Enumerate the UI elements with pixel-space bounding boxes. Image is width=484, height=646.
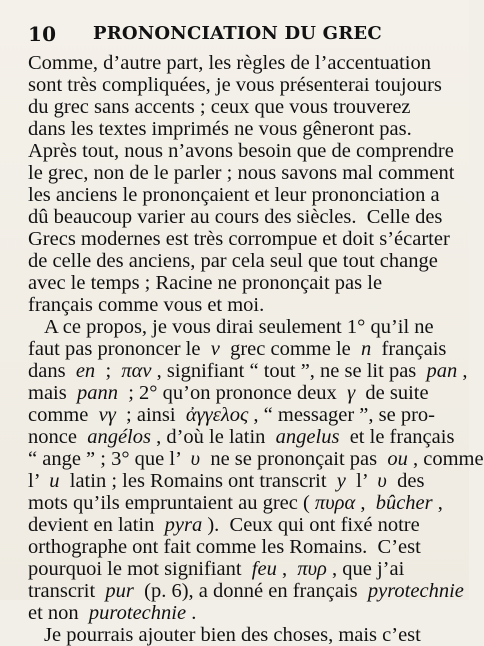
text-line xyxy=(28,162,455,184)
text-span: de suite xyxy=(360,382,429,404)
text-span: ν xyxy=(210,338,220,360)
text-span: feu xyxy=(251,558,277,580)
text-span: , xyxy=(281,558,293,580)
text-line xyxy=(28,580,464,602)
text-span: , que j’ai xyxy=(331,558,405,580)
text-span: les anciens le prononçaient et leur prononciation a xyxy=(28,184,440,206)
text-span: A ce propos, je vous dirai seulement 1° qu’il ne xyxy=(44,316,434,338)
text-span: u xyxy=(49,470,60,492)
text-span: et non xyxy=(28,602,84,624)
text-span: n xyxy=(361,338,372,360)
text-span: comme xyxy=(28,404,94,426)
text-span: pan xyxy=(426,360,458,382)
text-line xyxy=(28,624,448,646)
text-span: γ xyxy=(347,382,356,404)
text-line xyxy=(28,272,448,294)
text-line xyxy=(28,558,448,580)
text-span: pyrotechnie xyxy=(367,580,464,602)
text-span: πυρα xyxy=(314,492,356,514)
text-span: , signifiant “ tout ”, ne se lit pas xyxy=(156,360,422,382)
text-span: Comme, d’autre part, les règles de l’accentuation xyxy=(28,52,432,74)
body-text xyxy=(28,52,484,646)
text-span: , xyxy=(360,492,371,514)
text-span: mais xyxy=(28,382,72,404)
text-span: l’ xyxy=(351,470,373,492)
text-line xyxy=(28,228,448,250)
text-line xyxy=(28,184,448,206)
text-span: , “ messager ”, se pro- xyxy=(253,404,435,426)
text-line xyxy=(28,382,448,404)
text-line xyxy=(28,52,448,74)
text-line xyxy=(28,316,448,338)
text-line xyxy=(28,536,448,558)
text-span: angélos xyxy=(87,426,151,448)
text-span: ne se prononçait pas xyxy=(205,448,383,470)
text-span: et le français xyxy=(344,426,455,448)
text-span: nonce xyxy=(28,426,83,448)
text-span: sont très compliquées, je vous présenterai toujours xyxy=(28,74,442,96)
text-span: dans xyxy=(28,360,71,382)
text-span: , comme xyxy=(412,448,484,470)
text-span: orthographe ont fait comme les Romains. C’est xyxy=(28,536,421,558)
text-span: dû beaucoup varier au cours des siècles. Celle des xyxy=(28,206,443,228)
text-span: angelus xyxy=(275,426,340,448)
text-span: (p. 6), a donné en français xyxy=(139,580,363,602)
text-line xyxy=(28,250,448,272)
text-span: transcrit xyxy=(28,580,101,602)
text-span: des xyxy=(391,470,425,492)
text-span: dans les textes imprimés ne vous gêneront pas. xyxy=(28,118,412,140)
text-line xyxy=(28,96,448,118)
page-number: 10 xyxy=(28,22,57,46)
text-span: français xyxy=(376,338,447,360)
text-span: . xyxy=(191,602,197,624)
text-span: pur xyxy=(105,580,134,602)
text-line xyxy=(28,74,448,96)
text-span: Grecs modernes est très corrompue et doit s’écarter xyxy=(28,228,450,250)
text-span: , d’où le latin xyxy=(156,426,271,448)
text-span: l’ xyxy=(28,470,45,492)
text-line xyxy=(28,514,448,536)
text-line xyxy=(28,426,455,448)
text-span: avec le temps ; Racine ne prononçait pas le xyxy=(28,272,383,294)
text-line xyxy=(28,360,468,382)
text-span: français comme vous et moi. xyxy=(28,294,265,316)
text-span: pyra xyxy=(164,514,203,536)
text-span: Après tout, nous n’avons besoin que de comprendre xyxy=(28,140,454,162)
text-span: ou xyxy=(387,448,408,470)
text-span: faut pas prononcer le xyxy=(28,338,206,360)
text-span: παν xyxy=(121,360,152,382)
text-span: Je pourrais ajouter bien des choses, mais c’est xyxy=(44,624,421,646)
text-line xyxy=(28,338,448,360)
text-span: ). Ceux qui ont fixé notre xyxy=(207,514,420,536)
text-span: ; 2° qu’on prononce deux xyxy=(123,382,342,404)
text-span: υ xyxy=(190,448,201,470)
text-span: bûcher xyxy=(375,492,433,514)
text-span: , xyxy=(437,492,443,514)
text-line xyxy=(28,206,448,228)
text-span: mots qu’ils empruntaient au grec ( xyxy=(28,492,310,514)
text-span: en xyxy=(75,360,96,382)
text-line xyxy=(28,294,448,316)
page-header xyxy=(28,22,448,48)
text-span: devient en latin xyxy=(28,514,160,536)
text-span: de celle des anciens, par cela seul que tout change xyxy=(28,250,438,272)
text-span: le grec, non de le parler ; nous savons mal comment xyxy=(28,162,455,184)
text-span: ; ainsi xyxy=(120,404,181,426)
running-title: PRONONCIATION DU GREC xyxy=(93,23,382,44)
text-line xyxy=(28,492,448,514)
text-line xyxy=(28,140,454,162)
text-span: y xyxy=(336,470,346,492)
text-span: ἀγγελος xyxy=(185,404,249,426)
text-line xyxy=(28,448,484,470)
text-span: , xyxy=(462,360,468,382)
text-span: υ xyxy=(377,470,387,492)
text-span: du grec sans accents ; ceux que vous trouverez xyxy=(28,96,411,118)
text-span: purotechnie xyxy=(88,602,187,624)
text-span: ; xyxy=(100,360,117,382)
text-line xyxy=(28,118,448,140)
text-line xyxy=(28,404,448,426)
text-span: νγ xyxy=(98,404,116,426)
text-span: πυρ xyxy=(297,558,327,580)
text-span: pann xyxy=(76,382,118,404)
text-span: latin ; les Romains ont transcrit xyxy=(64,470,332,492)
text-line xyxy=(28,602,448,624)
text-line xyxy=(28,470,448,492)
text-span: “ ange ” ; 3° que l’ xyxy=(28,448,186,470)
text-span: pourquoi le mot signifiant xyxy=(28,558,247,580)
text-span: grec comme le xyxy=(224,338,356,360)
